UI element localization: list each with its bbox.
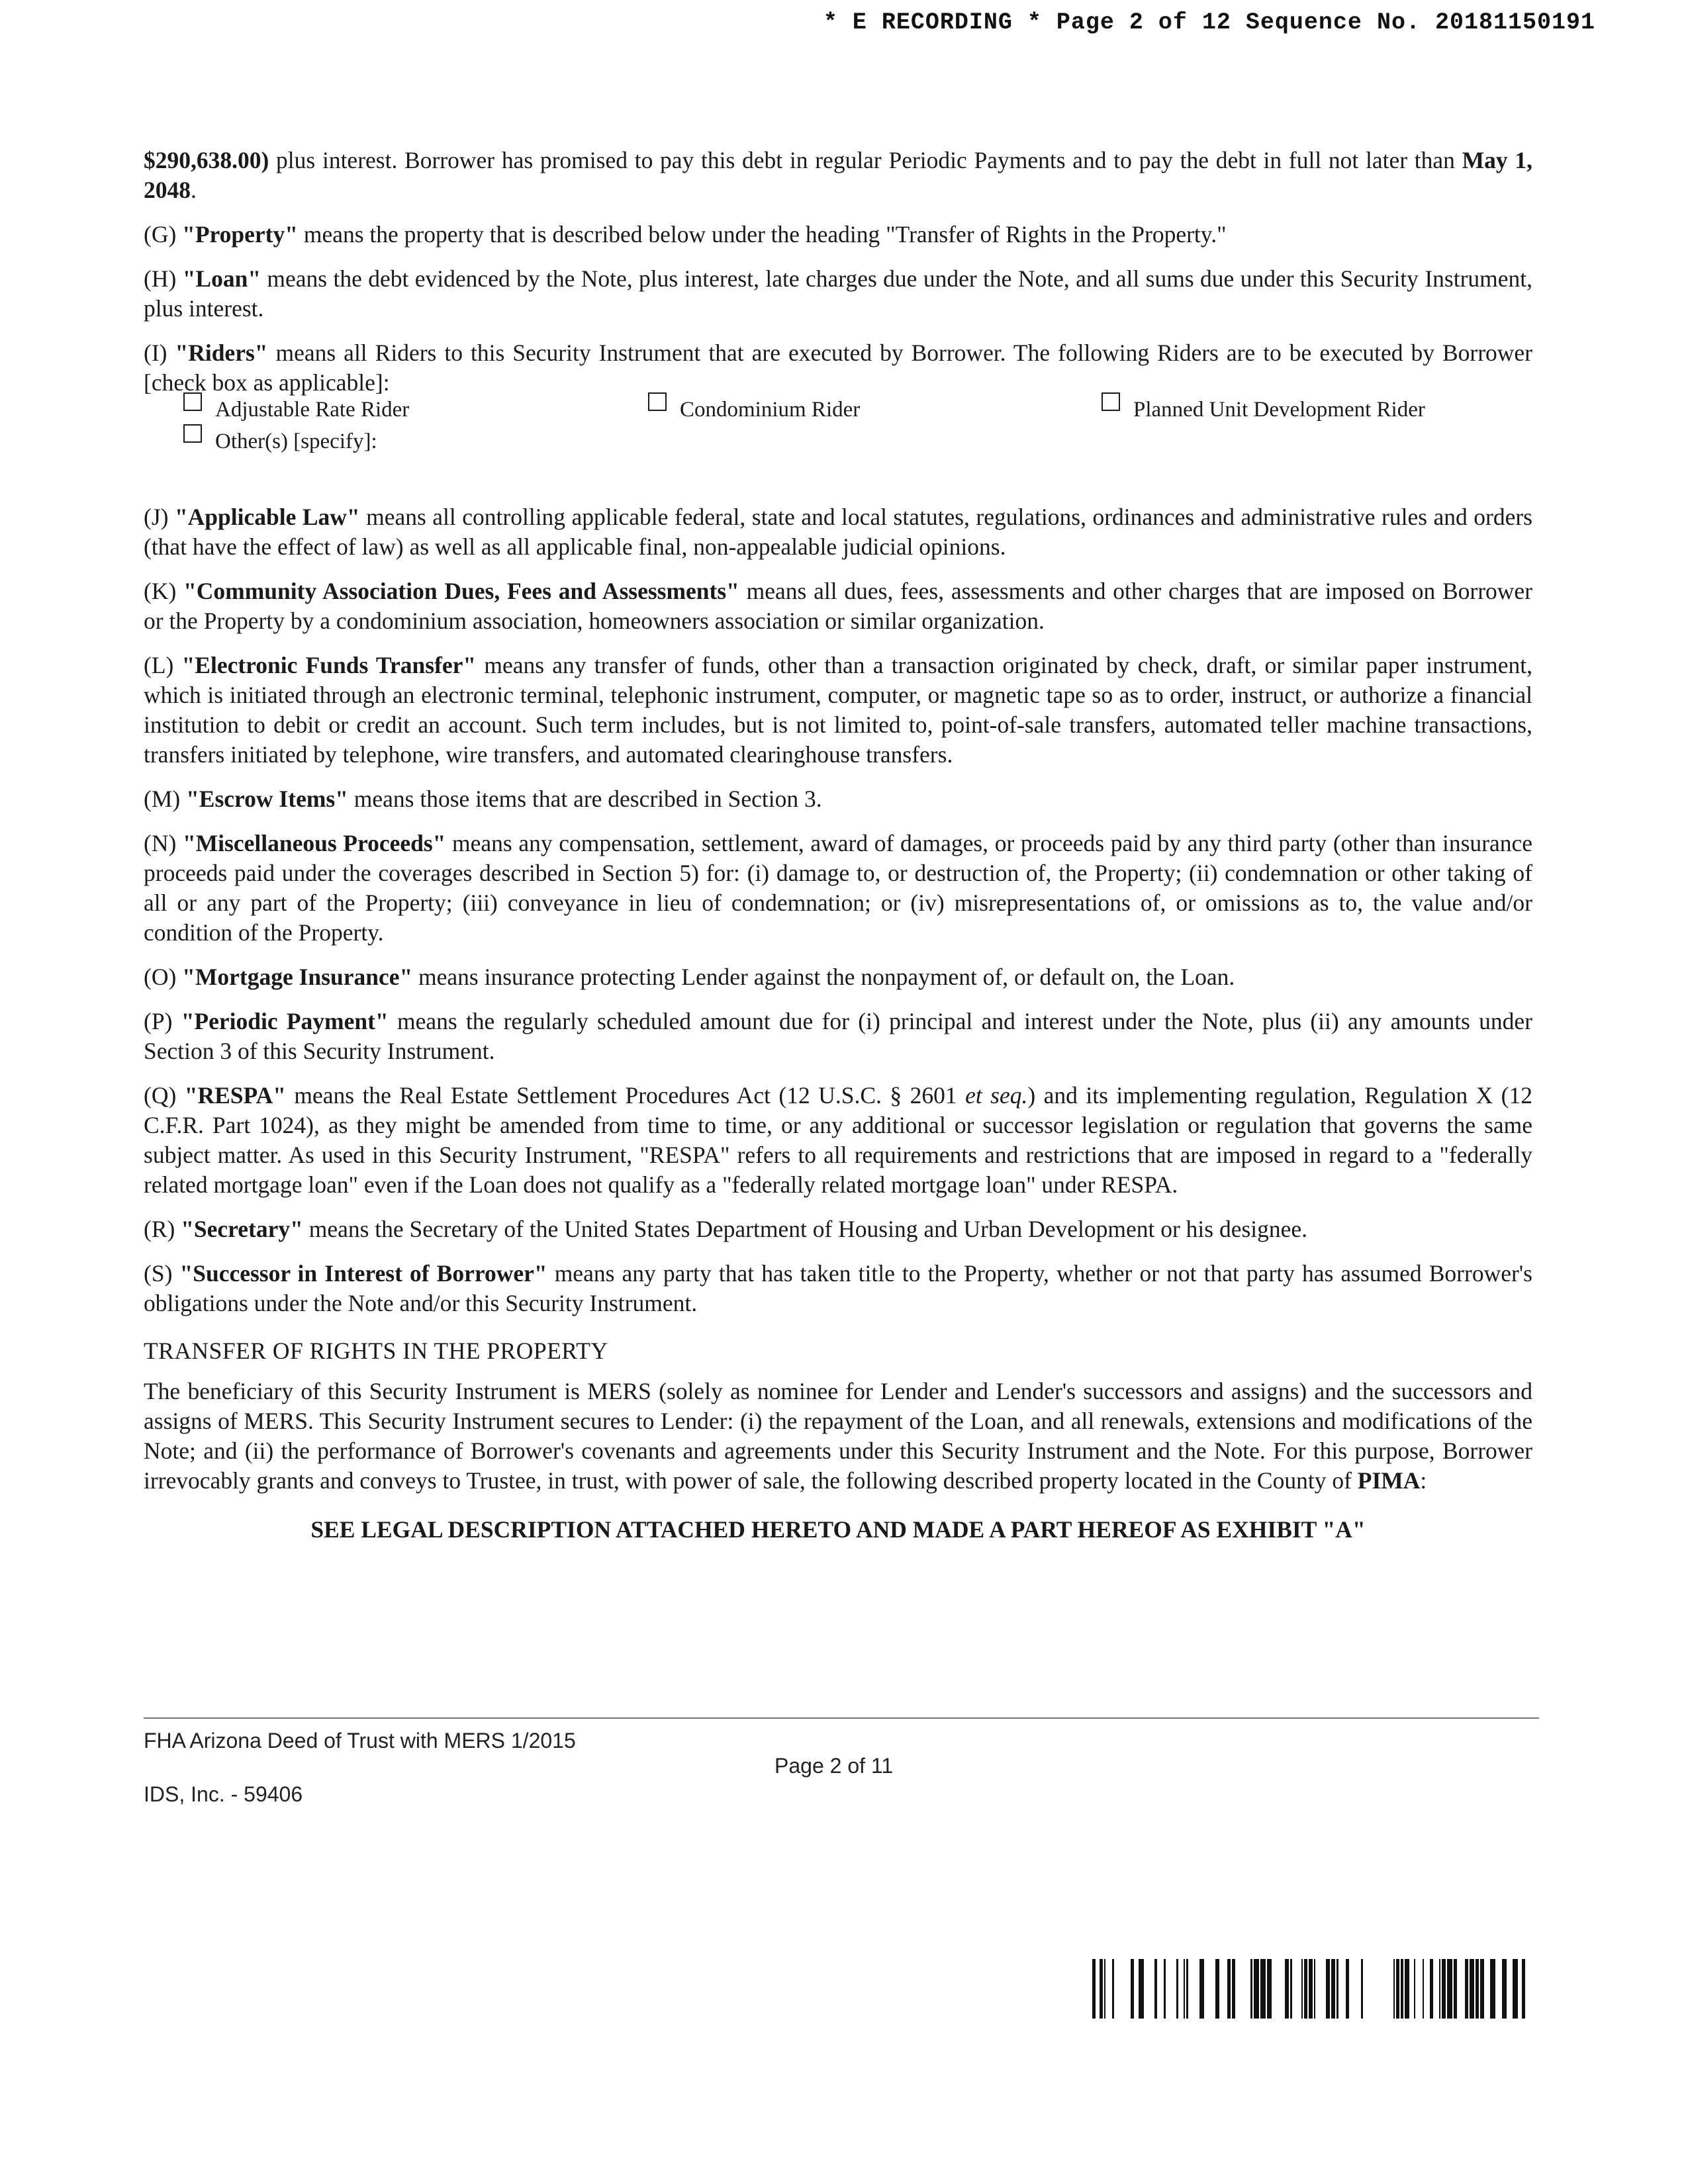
text-run: means the Real Estate Settlement Procedures Act (12 U.S.C. § 2601	[285, 1082, 966, 1109]
text-run: (I)	[144, 340, 175, 366]
text-run: (S)	[144, 1260, 180, 1287]
barcode-bar	[1260, 1959, 1266, 2019]
text-run: :	[1420, 1467, 1427, 1494]
text-run: (H)	[144, 265, 183, 292]
barcode-bar	[1285, 1959, 1289, 2019]
defined-term: May 1, 2048	[144, 147, 1532, 203]
transfer-paragraph	[144, 1377, 1532, 1496]
barcode-bar	[1490, 1959, 1495, 2019]
barcode-bar	[1522, 1959, 1525, 2019]
barcode-bar	[1393, 1959, 1395, 2019]
definition-paragraph	[144, 829, 1532, 948]
defined-term: "Electronic Funds Transfer"	[181, 652, 477, 678]
barcode-bar	[1439, 1959, 1440, 2019]
barcode-bar	[1186, 1959, 1188, 2019]
barcode-bar	[1131, 1959, 1134, 2019]
text-run: ) and its implementing regulation, Regulation X (12 C.F.R. Part 1024), as they might be amended from time to time, or any additional or successor legislation or regulation that governs the same subject matter. As used in this Security Instrument, "RESPA" refers to all requirements and restrictions that are imposed in regard to a "federally related mortgage loan" even if the Loan does not qualify as a "federally related mortgage loan" under RESPA.	[144, 1082, 1533, 1198]
defined-term: "Miscellaneous Proceeds"	[182, 830, 446, 856]
barcode-bar	[1250, 1959, 1252, 2019]
text-run: (R)	[144, 1216, 181, 1242]
text-run: .	[191, 177, 197, 203]
barcode-bar	[1336, 1959, 1338, 2019]
barcode-bar	[1304, 1959, 1307, 2019]
barcode-bar	[1502, 1959, 1507, 2019]
defined-term: "Property"	[182, 221, 298, 248]
defined-term: "Loan"	[182, 265, 261, 292]
rider-pud	[1102, 398, 1425, 422]
text-run: (J)	[144, 504, 175, 530]
pud-checkbox[interactable]	[1102, 392, 1120, 411]
defined-term: "Applicable Law"	[174, 504, 360, 530]
barcode-bar	[1092, 1959, 1096, 2019]
definition-paragraph	[144, 576, 1532, 636]
definition-paragraph	[144, 784, 1532, 814]
barcode-bar	[1154, 1959, 1157, 2019]
rider-condominium	[648, 398, 860, 422]
definition-paragraph	[144, 146, 1532, 205]
other-rider-checkbox[interactable]	[183, 424, 202, 443]
recording-stamp: * E RECORDING * Page 2 of 12 Sequence No. 20181150191	[823, 9, 1595, 36]
barcode-bar	[1361, 1959, 1363, 2019]
barcode-bar	[1254, 1959, 1259, 2019]
barcode-bar	[1164, 1959, 1166, 2019]
barcode-bar	[1139, 1959, 1144, 2019]
text-run: means all dues, fees, assessments and other charges that are imposed on Borrower or the Property by a condominium association, homeowners association or similar organization.	[144, 578, 1533, 634]
text-run: means all controlling applicable federal, state and local statutes, regulations, ordinances and administrative rules and orders (that have the effect of law) as well as all applicable final, non-appealable judicial opinions.	[144, 504, 1532, 560]
rider-adjustable-label: Adjustable Rate Rider	[215, 398, 410, 422]
barcode-bar	[1199, 1959, 1204, 2019]
definition-paragraph	[144, 220, 1532, 250]
barcode-bar	[1346, 1959, 1349, 2019]
rider-other	[183, 430, 377, 454]
rider-adjustable	[183, 398, 409, 422]
text-run: (P)	[144, 1008, 181, 1034]
defined-term: "Secretary"	[181, 1216, 303, 1242]
barcode-bar	[1476, 1959, 1479, 2019]
page-number: Page 2 of 11	[774, 1754, 894, 1778]
rider-other-label: Other(s) [specify]:	[215, 430, 377, 453]
rider-pud-label: Planned Unit Development Rider	[1133, 398, 1425, 422]
barcode-bar	[1465, 1959, 1468, 2019]
barcode-bar	[1112, 1959, 1114, 2019]
form-name: FHA Arizona Deed of Trust with MERS 1/2015	[144, 1729, 576, 1752]
barcode-bar	[1176, 1959, 1178, 2019]
barcode-bar	[1401, 1959, 1403, 2019]
text-run: plus interest. Borrower has promised to pay this debt in regular Periodic Payments and to pay the debt in full not later than	[269, 147, 1462, 173]
text-run: means the regularly scheduled amount due for (i) principal and interest under the Note, plus (ii) any amounts under Section 3 of this Security Instrument.	[144, 1008, 1532, 1064]
barcode-bar	[1104, 1959, 1105, 2019]
text-run: (O)	[144, 964, 183, 990]
transfer-heading: TRANSFER OF RIGHTS IN THE PROPERTY	[144, 1338, 608, 1364]
barcode-bar	[1100, 1959, 1103, 2019]
definition-paragraph	[144, 338, 1532, 398]
definition-paragraph	[144, 264, 1532, 324]
defined-term: "RESPA"	[184, 1082, 286, 1109]
barcode-bar	[1470, 1959, 1474, 2019]
defined-term: PIMA	[1357, 1467, 1421, 1494]
definition-paragraph	[144, 502, 1532, 562]
condominium-checkbox[interactable]	[648, 392, 667, 411]
riders-checklist	[144, 398, 1532, 490]
footer-divider	[144, 1717, 1539, 1719]
barcode-bar	[1227, 1959, 1231, 2019]
footer-left	[144, 1729, 576, 1836]
barcode-bar	[1480, 1959, 1484, 2019]
defined-term: "Riders"	[175, 340, 268, 366]
definition-paragraph	[144, 1259, 1532, 1318]
defined-term: "Periodic Payment"	[181, 1008, 389, 1034]
barcode-bar	[1314, 1959, 1315, 2019]
definition-paragraph	[144, 1214, 1532, 1244]
barcode-bar	[1290, 1959, 1292, 2019]
barcode-bar	[1309, 1959, 1313, 2019]
barcode-bar	[1442, 1959, 1446, 2019]
adjustable-rate-checkbox[interactable]	[183, 392, 202, 411]
barcode-bar	[1405, 1959, 1409, 2019]
text-run: means all Riders to this Security Instrument that are executed by Borrower. The following Riders are to be executed by Borrower [check box as applicable]:	[144, 340, 1533, 396]
text-run: (M)	[144, 786, 187, 812]
rider-condominium-label: Condominium Rider	[680, 398, 861, 422]
text-run: (L)	[144, 652, 182, 678]
definition-paragraph	[144, 1007, 1532, 1066]
barcode-bar	[1513, 1959, 1518, 2019]
text-run: means the Secretary of the United States Department of Housing and Urban Development or his designee.	[303, 1216, 1308, 1242]
text-run: means any compensation, settlement, award of damages, or proceeds paid by any third party (other than insurance proceeds paid under the coverages described in Section 5) for: (i) damage to, or destruction of, the Property; (ii) condemnation or other taking of all or any part of the Property; (iii) conveyance in lieu of condemnation; or (iv) misrepresentations of, or omissions as to, the value and/or condition of the Property.	[144, 830, 1533, 946]
italic-text: et seq.	[965, 1082, 1028, 1109]
barcode-bar	[1184, 1959, 1185, 2019]
text-run: means those items that are described in Section 3.	[348, 786, 822, 812]
text-run: (K)	[144, 578, 184, 604]
barcode-bar	[1215, 1959, 1219, 2019]
text-run: The beneficiary of this Security Instrument is MERS (solely as nominee for Lender and Lender's successors and assigns) and the successors and assigns of MERS. This Security Instrument secures to Lender: (i) the repayment of the Loan, and all renewals, extensions and modifications of the Note; and (ii) the performance of Borrower's covenants and agreements under this Security Instrument and the Note. For this purpose, Borrower irrevocably grants and conveys to Trustee, in trust, with power of sale, the following described property located in the County of	[144, 1378, 1532, 1494]
text-run: (Q)	[144, 1082, 185, 1109]
defined-term: "Successor in Interest of Borrower"	[179, 1260, 547, 1287]
legal-description-notice: SEE LEGAL DESCRIPTION ATTACHED HERETO AND MADE A PART HEREOF AS EXHIBIT "A"	[310, 1516, 1366, 1543]
barcode-bar	[1301, 1959, 1303, 2019]
barcode-bar	[1326, 1959, 1330, 2019]
barcode-bar	[1430, 1959, 1433, 2019]
barcode-bar	[1454, 1959, 1457, 2019]
definitions-top	[144, 146, 1532, 398]
document-body	[144, 146, 1532, 1543]
text-run: means the debt evidenced by the Note, plus interest, late charges due under the Note, and all sums due under this Security Instrument, plus interest.	[144, 265, 1532, 322]
barcode-bar	[1232, 1959, 1235, 2019]
defined-term: "Escrow Items"	[186, 786, 348, 812]
defined-term: "Mortgage Insurance"	[182, 964, 413, 990]
text-run: means any transfer of funds, other than a transaction originated by check, draft, or similar paper instrument, which is initiated through an electronic terminal, telephonic instrument, computer, or magnetic tape so as to order, instruct, or authorize a financial institution to debit or credit an account. Such term includes, but is not limited to, point-of-sale transfers, automated teller machine transactions, transfers initiated by telephone, wire transfers, and automated clearinghouse transfers.	[144, 652, 1532, 768]
defined-term: "Community Association Dues, Fees and Assessments"	[183, 578, 739, 604]
barcode-image	[1092, 1959, 1532, 2019]
definition-paragraph	[144, 1081, 1532, 1200]
defined-term: $290,638.00)	[144, 147, 269, 173]
text-run: means the property that is described below under the heading "Transfer of Rights in the Property."	[297, 221, 1227, 248]
barcode-bar	[1414, 1959, 1415, 2019]
text-run: means insurance protecting Lender against the nonpayment of, or default on, the Loan.	[412, 964, 1235, 990]
definition-paragraph	[144, 651, 1532, 770]
vendor-id: IDS, Inc. - 59406	[144, 1782, 303, 1806]
barcode-bar	[1396, 1959, 1399, 2019]
definition-paragraph	[144, 962, 1532, 992]
text-run: (N)	[144, 830, 183, 856]
barcode-bar	[1267, 1959, 1272, 2019]
text-run: means any party that has taken title to the Property, whether or not that party has assumed Borrower's obligations under the Note and/or this Security Instrument.	[144, 1260, 1532, 1316]
barcode-bar	[1423, 1959, 1424, 2019]
barcode-bar	[1447, 1959, 1452, 2019]
definitions-bottom	[144, 502, 1532, 1318]
text-run: (G)	[144, 221, 183, 248]
barcode-bar	[1331, 1959, 1335, 2019]
